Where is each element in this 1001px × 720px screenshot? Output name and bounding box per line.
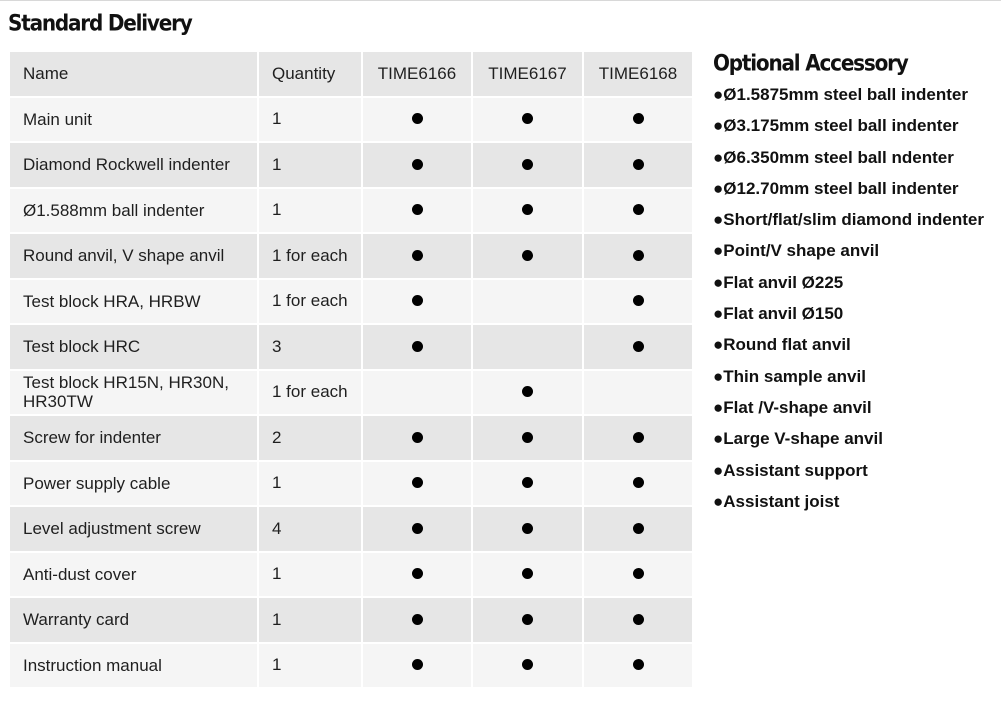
- table-row: [9, 370, 693, 416]
- included-dot-icon: [633, 159, 644, 170]
- accessory-item: ●Ø12.70mm steel ball indenter: [713, 178, 959, 198]
- column-header-time6168: TIME6168: [583, 51, 693, 97]
- accessory-item: ●Assistant joist: [713, 491, 840, 511]
- table-header-row: [9, 51, 693, 97]
- cell-name: Diamond Rockwell indenter: [9, 142, 258, 188]
- included-dot-icon: [412, 432, 423, 443]
- cell-model-mark: [362, 552, 472, 598]
- cell-model-mark: [362, 370, 472, 416]
- optional-accessory-title: Optional Accessory: [713, 49, 908, 76]
- cell-name: Power supply cable: [9, 461, 258, 507]
- cell-model-mark: [472, 461, 583, 507]
- cell-name: Warranty card: [9, 597, 258, 643]
- included-dot-icon: [633, 250, 644, 261]
- cell-model-mark: [362, 415, 472, 461]
- table-row: [9, 461, 693, 507]
- cell-model-mark: [362, 279, 472, 325]
- accessory-item: ●Ø1.5875mm steel ball indenter: [713, 85, 968, 104]
- standard-delivery-table: [8, 50, 694, 689]
- cell-model-mark: [472, 233, 583, 279]
- cell-model-mark: [583, 188, 693, 234]
- standard-delivery-title: Standard Delivery: [8, 9, 192, 36]
- accessory-item: ●Assistant support: [713, 460, 868, 480]
- cell-quantity: 1: [258, 142, 362, 188]
- table-row: [9, 233, 693, 279]
- included-dot-icon: [522, 204, 533, 215]
- cell-model-mark: [583, 324, 693, 370]
- table-row: [9, 279, 693, 325]
- cell-quantity: 4: [258, 506, 362, 552]
- cell-quantity: 1: [258, 461, 362, 507]
- cell-model-mark: [362, 233, 472, 279]
- cell-model-mark: [472, 597, 583, 643]
- included-dot-icon: [412, 159, 423, 170]
- accessory-item: ●Flat anvil Ø150: [713, 304, 844, 324]
- cell-quantity: 1: [258, 643, 362, 689]
- cell-model-mark: [472, 552, 583, 598]
- table-row: [9, 142, 693, 188]
- table-row: [9, 324, 693, 370]
- column-header-time6166: TIME6166: [362, 51, 472, 97]
- cell-model-mark: [472, 142, 583, 188]
- cell-model-mark: [472, 506, 583, 552]
- cell-model-mark: [472, 370, 583, 416]
- included-dot-icon: [633, 614, 644, 625]
- table-row: [9, 597, 693, 643]
- cell-model-mark: [583, 97, 693, 143]
- included-dot-icon: [412, 113, 423, 124]
- cell-name: Round anvil, V shape anvil: [9, 233, 258, 279]
- included-dot-icon: [522, 568, 533, 579]
- included-dot-icon: [522, 386, 533, 397]
- included-dot-icon: [522, 523, 533, 534]
- included-dot-icon: [412, 523, 423, 534]
- included-dot-icon: [522, 113, 533, 124]
- cell-model-mark: [362, 597, 472, 643]
- column-header-quantity: Quantity: [258, 51, 362, 97]
- included-dot-icon: [633, 341, 644, 352]
- accessory-item: ●Flat /V-shape anvil: [713, 397, 872, 417]
- table-row: [9, 506, 693, 552]
- included-dot-icon: [522, 159, 533, 170]
- included-dot-icon: [412, 477, 423, 488]
- accessory-item: ●Large V-shape anvil: [713, 429, 883, 449]
- column-header-time6167: TIME6167: [472, 51, 583, 97]
- cell-model-mark: [583, 415, 693, 461]
- cell-model-mark: [362, 142, 472, 188]
- included-dot-icon: [633, 432, 644, 443]
- cell-name: Test block HRA, HRBW: [9, 279, 258, 325]
- optional-accessory-list: [713, 84, 984, 522]
- table-row: [9, 643, 693, 689]
- included-dot-icon: [633, 568, 644, 579]
- cell-name: Test block HR15N, HR30N, HR30TW: [9, 370, 258, 416]
- cell-quantity: 1 for each: [258, 370, 362, 416]
- included-dot-icon: [412, 295, 423, 306]
- included-dot-icon: [412, 659, 423, 670]
- cell-model-mark: [583, 643, 693, 689]
- cell-model-mark: [362, 188, 472, 234]
- included-dot-icon: [412, 250, 423, 261]
- included-dot-icon: [412, 568, 423, 579]
- included-dot-icon: [412, 614, 423, 625]
- included-dot-icon: [633, 477, 644, 488]
- cell-name: Test block HRC: [9, 324, 258, 370]
- table-row: [9, 188, 693, 234]
- cell-model-mark: [362, 97, 472, 143]
- included-dot-icon: [633, 523, 644, 534]
- cell-name: Ø1.588mm ball indenter: [9, 188, 258, 234]
- cell-name: Anti-dust cover: [9, 552, 258, 598]
- cell-quantity: 1: [258, 188, 362, 234]
- cell-name: Instruction manual: [9, 643, 258, 689]
- included-dot-icon: [412, 341, 423, 352]
- table-row: [9, 97, 693, 143]
- cell-name: Level adjustment screw: [9, 506, 258, 552]
- cell-model-mark: [583, 552, 693, 598]
- cell-quantity: 1: [258, 552, 362, 598]
- accessory-item: ●Flat anvil Ø225: [713, 272, 844, 292]
- included-dot-icon: [633, 659, 644, 670]
- cell-model-mark: [362, 461, 472, 507]
- cell-model-mark: [362, 324, 472, 370]
- cell-model-mark: [472, 643, 583, 689]
- included-dot-icon: [633, 295, 644, 306]
- included-dot-icon: [522, 250, 533, 261]
- accessory-item: ●Short/flat/slim diamond indenter: [713, 210, 984, 230]
- cell-quantity: 1 for each: [258, 233, 362, 279]
- cell-model-mark: [583, 461, 693, 507]
- included-dot-icon: [633, 204, 644, 215]
- cell-quantity: 1 for each: [258, 279, 362, 325]
- cell-quantity: 2: [258, 415, 362, 461]
- cell-quantity: 3: [258, 324, 362, 370]
- top-divider: [0, 0, 1001, 1]
- included-dot-icon: [522, 477, 533, 488]
- cell-name: Screw for indenter: [9, 415, 258, 461]
- cell-model-mark: [362, 506, 472, 552]
- table-row: [9, 552, 693, 598]
- accessory-item: ●Round flat anvil: [713, 335, 851, 355]
- included-dot-icon: [412, 204, 423, 215]
- accessory-item: ●Thin sample anvil: [713, 366, 866, 386]
- column-header-name: Name: [9, 51, 258, 97]
- cell-model-mark: [472, 188, 583, 234]
- cell-model-mark: [362, 643, 472, 689]
- cell-model-mark: [583, 279, 693, 325]
- delivery-table-body: [9, 51, 693, 688]
- cell-model-mark: [472, 415, 583, 461]
- table-row: [9, 415, 693, 461]
- included-dot-icon: [522, 432, 533, 443]
- cell-name: Main unit: [9, 97, 258, 143]
- accessory-item: ●Ø3.175mm steel ball indenter: [713, 116, 959, 136]
- accessory-item: ●Ø6.350mm steel ball ndenter: [713, 147, 954, 167]
- included-dot-icon: [522, 614, 533, 625]
- cell-model-mark: [472, 97, 583, 143]
- cell-model-mark: [583, 142, 693, 188]
- cell-model-mark: [583, 506, 693, 552]
- cell-model-mark: [472, 279, 583, 325]
- cell-model-mark: [583, 233, 693, 279]
- cell-model-mark: [472, 324, 583, 370]
- included-dot-icon: [633, 113, 644, 124]
- cell-model-mark: [583, 370, 693, 416]
- accessory-item: ●Point/V shape anvil: [713, 241, 880, 261]
- cell-quantity: 1: [258, 597, 362, 643]
- included-dot-icon: [522, 659, 533, 670]
- cell-model-mark: [583, 597, 693, 643]
- cell-quantity: 1: [258, 97, 362, 143]
